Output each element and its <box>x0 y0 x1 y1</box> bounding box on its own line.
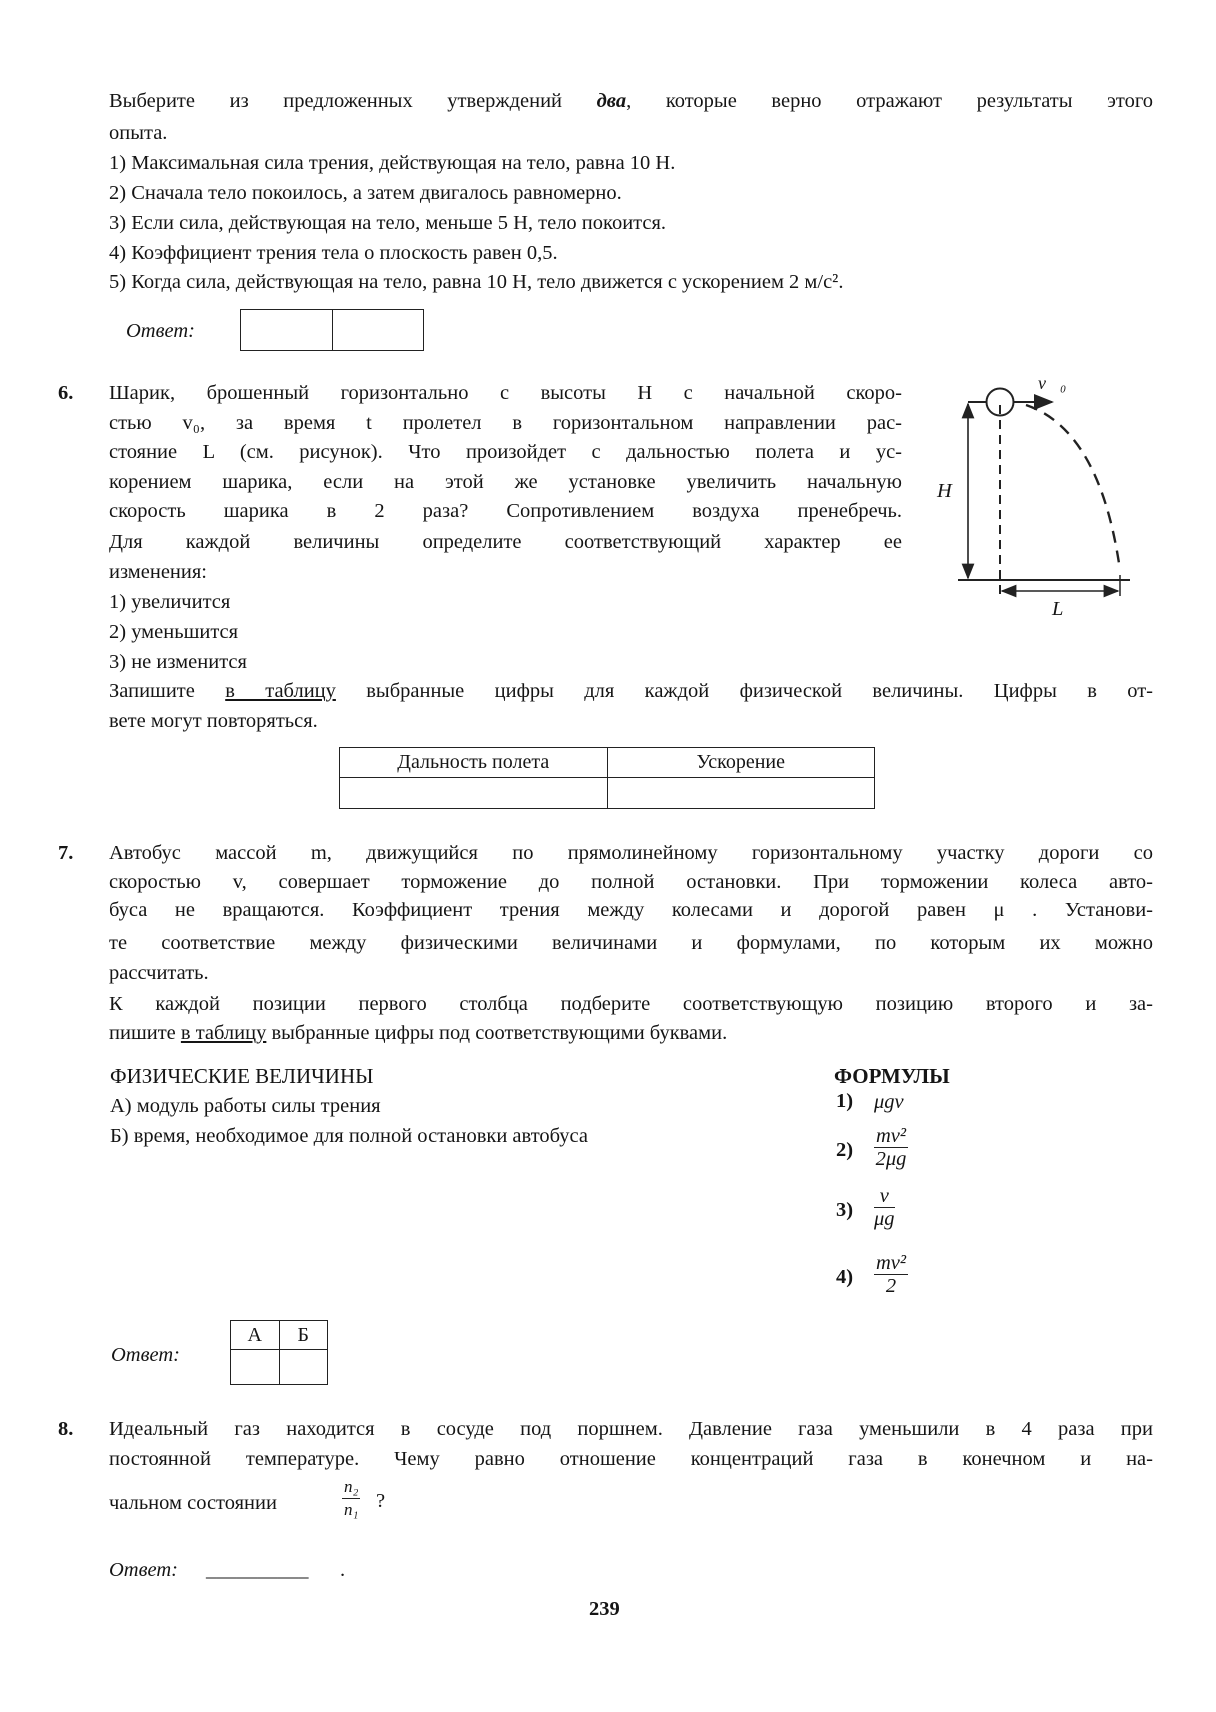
q7-line: буса не вращаются. Коэффициент трения между колесами и дорогой равен μ . Установи- <box>109 899 1153 921</box>
answer-blank[interactable]: __________ <box>206 1559 309 1581</box>
l-label: L <box>1052 598 1064 620</box>
text: выбранные цифры для каждой физической величины. Цифры в от- <box>335 680 1153 702</box>
header-a: А <box>231 1321 280 1350</box>
formula-3-label: 3) <box>836 1199 854 1221</box>
q7-answer-table <box>230 1320 328 1385</box>
answer-cell-b[interactable] <box>279 1350 328 1385</box>
q7-line: К каждой позиции первого столбца подберите соответствующую позицию второго и за- <box>109 993 1153 1015</box>
formulas-header: ФОРМУЛЫ <box>834 1064 950 1088</box>
question-number: 7. <box>58 842 74 864</box>
numerator: mv² <box>876 1125 907 1147</box>
formula-4 <box>874 1252 908 1297</box>
formula-3 <box>874 1185 895 1230</box>
option-4: 4) Коэффициент трения тела о плоскость равен 0,5. <box>109 242 558 264</box>
underlined-text: в таблицу <box>180 1022 267 1044</box>
text: Запишите <box>109 680 226 702</box>
q6-line: Для каждой величины определите соответствующий характер ее <box>109 531 902 553</box>
q6-line: Шарик, брошенный горизонтально с высоты H с начальной скоро- <box>109 382 902 404</box>
formula-1-label: 1) <box>836 1090 854 1112</box>
q6-line: изменения: <box>109 561 207 583</box>
option-3: 3) Если сила, действующая на тело, меньше 5 Н, тело покоится. <box>109 212 667 234</box>
question-number: 8. <box>58 1418 74 1440</box>
header-range: Дальность полета <box>340 748 608 778</box>
option-2: 2) Сначала тело покоилось, а затем двигалось равномерно. <box>109 182 622 204</box>
denominator: μg <box>874 1208 895 1230</box>
v0-label: v⃗₀ <box>1038 373 1067 393</box>
question-mark: ? <box>376 1490 386 1512</box>
answer-dot: . <box>340 1559 346 1581</box>
denominator: n₁ <box>344 1500 359 1519</box>
q7-line: Автобус массой m, движущийся по прямолинейному горизонтальному участку дороги со <box>109 842 1153 864</box>
quantity-a: А) модуль работы силы трения <box>110 1095 381 1117</box>
q7-line: скоростью v, совершает торможение до полной остановки. При торможении колеса авто- <box>109 871 1153 893</box>
choice-3: 3) не изменится <box>109 651 247 673</box>
underlined-text: в таблицу <box>225 680 336 702</box>
text: выбранные цифры под соответствующими буквами. <box>266 1022 728 1044</box>
denominator: 2 <box>885 1275 897 1297</box>
text: Выберите из предложенных утверждений <box>109 90 597 112</box>
page-number: 239 <box>589 1598 620 1620</box>
choice-1: 1) увеличится <box>109 591 231 613</box>
q8-line: чальном состоянии <box>109 1492 277 1514</box>
answer-label: Ответ: <box>126 320 195 342</box>
denominator: 2μg <box>875 1148 907 1170</box>
answer-label: Ответ: <box>109 1559 178 1581</box>
option-1: 1) Максимальная сила трения, действующая на тело, равна 10 Н. <box>109 152 676 174</box>
q6-line: скорость шарика в 2 раза? Сопротивлением воздуха пренебречь. <box>109 500 902 522</box>
q6-instruction: вете могут повторяться. <box>109 710 318 732</box>
h-label: H <box>937 480 952 502</box>
q8-line: постоянной температуре. Чему равно отношение концентраций газа в конечном и на- <box>109 1448 1153 1470</box>
numerator: mv² <box>876 1252 907 1274</box>
option-5: 5) Когда сила, действующая на тело, равна 10 Н, тело движется с ускорением 2 м/с². <box>109 271 844 293</box>
numerator: n₂ <box>342 1476 360 1499</box>
formula-1: μgv <box>874 1091 904 1113</box>
header-b: Б <box>279 1321 328 1350</box>
q6-line: стью v₀, за время t пролетел в горизонтальном направлении рас- <box>109 412 902 434</box>
q6-line: корением шарика, если на этой же установке увеличить начальную <box>109 471 902 493</box>
answer-label: Ответ: <box>111 1344 180 1366</box>
trajectory <box>1026 405 1120 570</box>
formula-4-label: 4) <box>836 1266 854 1288</box>
formula-2 <box>874 1125 908 1170</box>
choice-2: 2) уменьшится <box>109 621 239 643</box>
answer-cell-a[interactable] <box>231 1350 280 1385</box>
numerator: v <box>874 1185 895 1208</box>
formula-2-label: 2) <box>836 1139 854 1161</box>
quantity-b: Б) время, необходимое для полной остановки автобуса <box>110 1125 588 1147</box>
emphasis: два <box>596 90 627 112</box>
q7-line: рассчитать. <box>109 962 209 984</box>
q6-line: стояние L (см. рисунок). Что произойдет с дальностью полета и ус- <box>109 441 902 463</box>
text: пишите <box>109 1022 181 1044</box>
q7-line: те соответствие между физическими величинами и формулами, по которым их можно <box>109 932 1153 954</box>
header-acceleration: Ускорение <box>607 748 875 778</box>
concentration-ratio <box>342 1476 360 1521</box>
intro-line: опыта. <box>109 122 168 144</box>
q7-line <box>109 1020 727 1046</box>
quantities-header: ФИЗИЧЕСКИЕ ВЕЛИЧИНЫ <box>110 1064 374 1088</box>
text: , которые верно отражают результаты этого <box>626 90 1153 112</box>
q8-line: Идеальный газ находится в сосуде под поршнем. Давление газа уменьшили в 4 раза при <box>109 1418 1153 1440</box>
question-number: 6. <box>58 382 74 404</box>
